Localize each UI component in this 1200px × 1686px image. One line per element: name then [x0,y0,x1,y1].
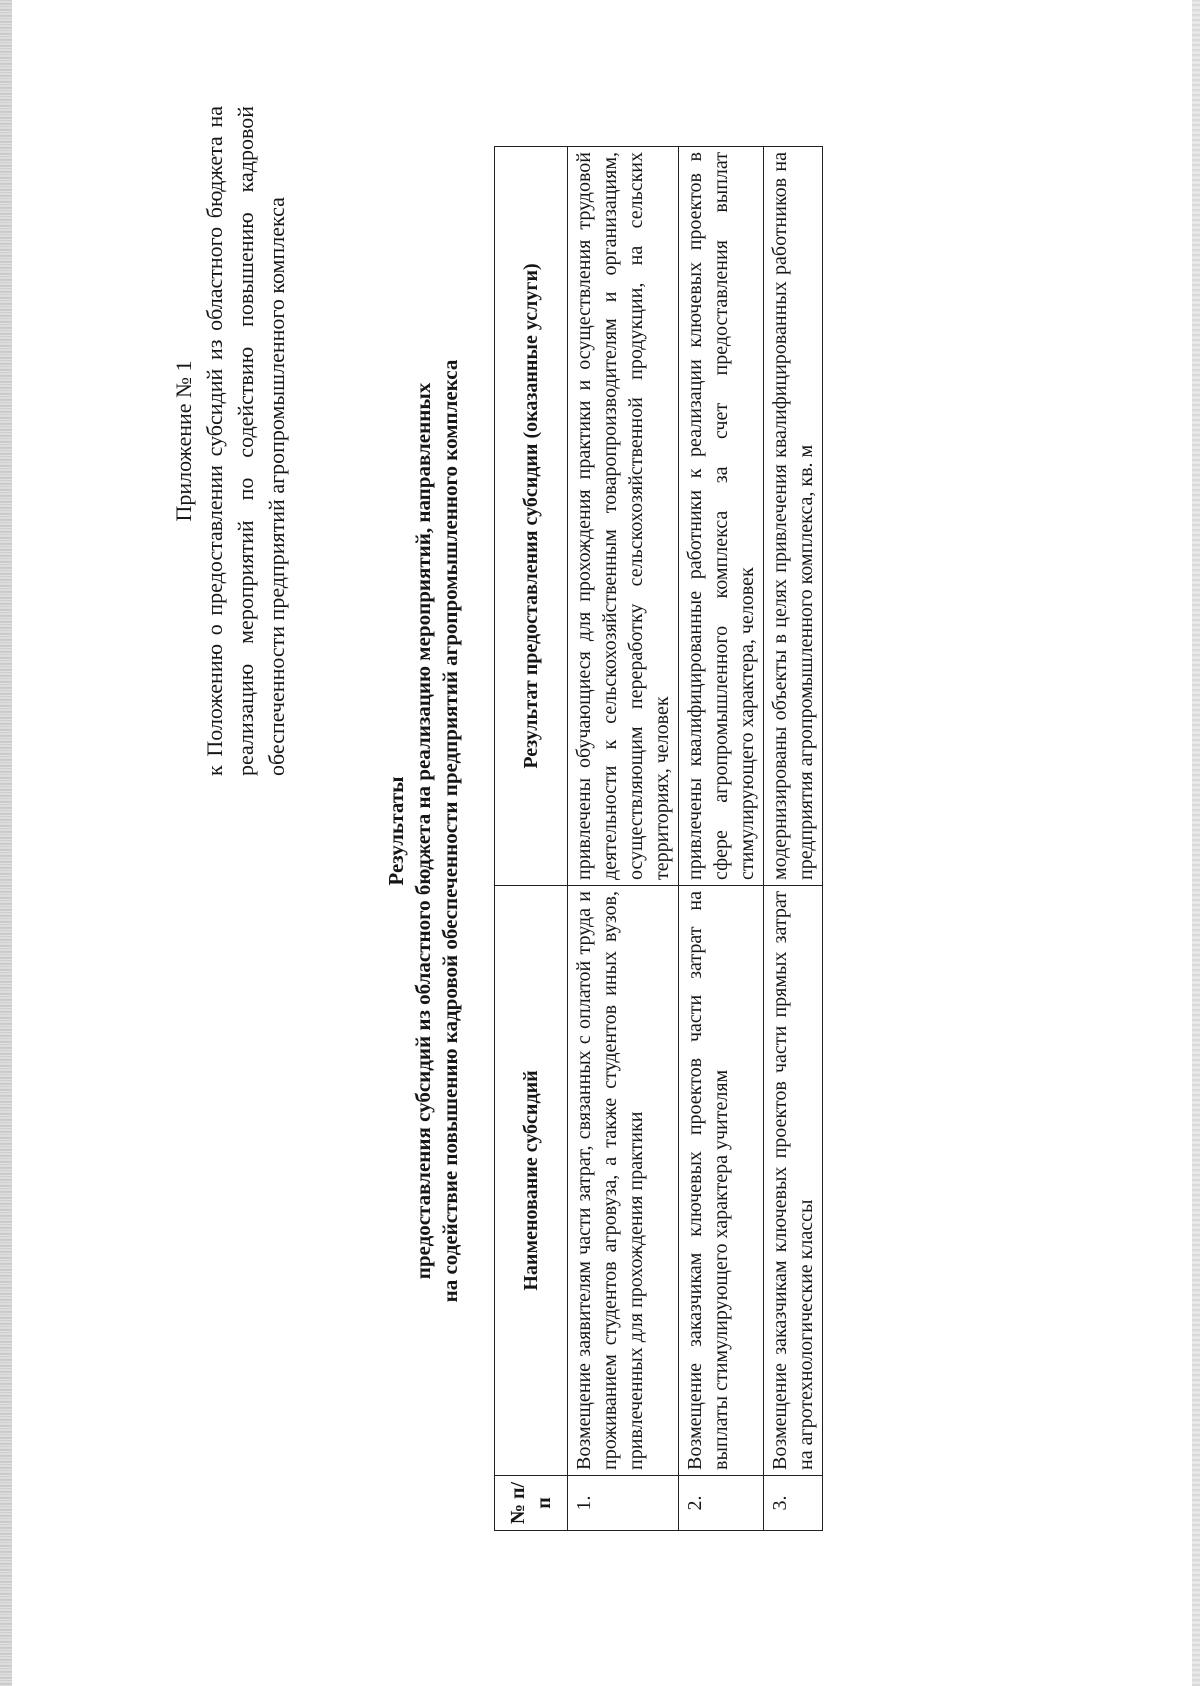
row-result: привлечены квалифицированные работники к реализации ключевых проектов в сфере агропромышленного комплекса за счет предоставления выплат стимулирующего характера, человек [679,147,764,886]
appendix-body: к Положению о предоставлении субсидий из областного бюджета на реализацию мероприятий по содействию повышению кадровой обеспеченности предприятий агропромышленного комплекса [202,106,289,776]
results-table [494,146,823,1531]
row-subsidy-name: Возмещение заказчикам ключевых проектов части прямых затрат на агротехнологические классы [764,886,823,1476]
row-result: модернизированы объекты в целях привлечения квалифицированных работников на предприятия агропромышленного комплекса, кв. м [764,147,823,886]
row-num: 3. [764,1476,823,1531]
table-row [679,147,764,1531]
row-result: привлечены обучающиеся для прохождения практики и осуществления трудовой деятельности к сельскохозяйственным товаропроизводителям и организациям, осуществляющим переработку сельскохозяйственной продукции, на сельских территориях, человек [568,147,679,886]
row-subsidy-name: Возмещение заказчикам ключевых проектов части затрат на выплаты стимулирующего характера учителям [679,886,764,1476]
table-row [568,147,679,1531]
header-name: Наименование субсидий [495,886,568,1476]
header-num: № п/п [495,1476,568,1531]
header-result: Результат предоставления субсидии (оказанные услуги) [495,147,568,886]
appendix-block [168,106,292,776]
document-heading [383,156,464,1506]
row-subsidy-name: Возмещение заявителям части затрат, связанных с оплатой труда и проживанием студентов агровуза, а также студентов иных вузов, привлеченных для прохождения практики [568,886,679,1476]
row-num: 1. [568,1476,679,1531]
appendix-title: Приложение № 1 [171,360,196,522]
heading-title: Результаты [384,776,408,886]
row-num: 2. [679,1476,764,1531]
table-row [764,147,823,1531]
heading-line-3: на содействие повышению кадровой обеспеченности предприятий агропромышленного комплекса [438,359,462,1303]
heading-line-2: предоставления субсидий из областного бюджета на реализацию мероприятий, направленных [411,382,435,1280]
table-header-row [495,147,568,1531]
